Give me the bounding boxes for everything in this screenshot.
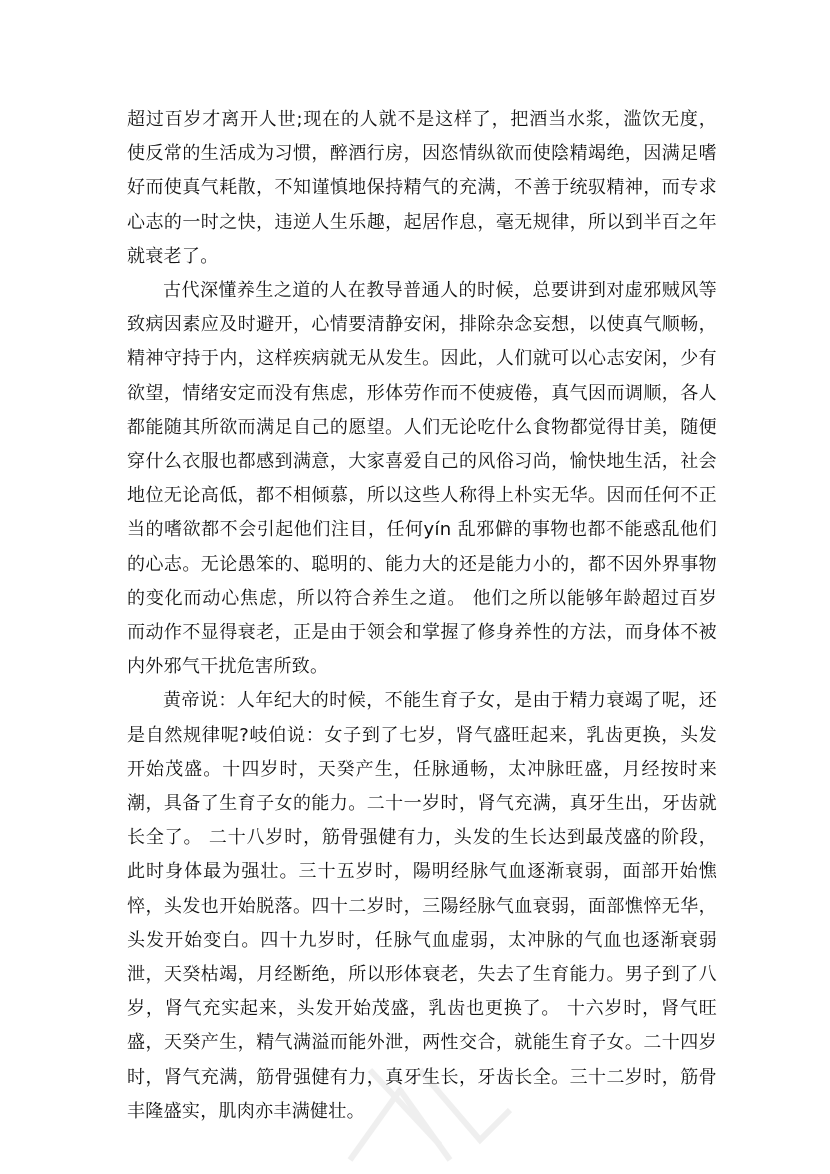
paragraph-3: 黄帝说：人年纪大的时候，不能生育子女，是由于精力衰竭了呢，还是自然规律呢?岐伯说：女子到了七岁，肾气盛旺起来，乳齿更换，头发开始茂盛。十四岁时，天癸产生，任脉通畅，太冲脉旺盛，月经按时来潮，具备了生育子女的能力。二十一岁时，肾气充满，真牙生出，牙齿就长全了。 二十八岁时，筋骨强健有力，头发的生长达到最茂盛的阶段，此时身体最为强壮。三十五岁时，陽明经脉气血逐渐衰弱，面部开始憔悴，头发也开始脱落。四十二岁时，三陽经脉气血衰弱，面部憔悴无华，头发开始变白。四十九岁时，任脉气血虚弱，太冲脉的气血也逐渐衰弱泄，天癸枯竭，月经断绝，所以形体衰老，失去了生育能力。男子到了八岁，肾气充实起来，头发开始茂盛，乳齿也更换了。 十六岁时，肾气旺盛，天癸产生，精气满溢而能外泄，两性交合，就能生育子女。二十四岁时，肾气充满，筋骨强健有力，真牙生长，牙齿长全。三十二岁时，筋骨丰隆盛实，肌肉亦丰满健壮。: [127, 690, 717, 1122]
document-body: [127, 103, 717, 1129]
paragraph-1: 超过百岁才离开人世;现在的人就不是这样了，把酒当水浆，滥饮无度，使反常的生活成为习惯，醉酒行房，因恣情纵欲而使陰精竭绝，因满足嗜好而使真气耗散，不知谨慎地保持精气的充满，不善于统驭精神，而专求心志的一时之快，违逆人生乐趣，起居作息，毫无规律，所以到半百之年就衰老了。: [127, 109, 717, 267]
paragraph-2: 古代深懂养生之道的人在教导普通人的时候，总要讲到对虚邪贼风等致病因素应及时避开，心情要清静安闲，排除杂念妄想，以使真气顺畅，精神守持于内，这样疾病就无从发生。因此，人们就可以心志安闲，少有欲望，情绪安定而没有焦虑，形体劳作而不使疲倦，真气因而调顺，各人都能随其所欲而满足自己的愿望。人们无论吃什么食物都觉得甘美，随便穿什么衣服也都感到满意，大家喜爱自己的风俗习尚，愉快地生活，社会地位无论高低，都不相倾慕，所以这些人称得上朴实无华。因而任何不正当的嗜欲都不会引起他们注目，任何yín 乱邪僻的事物也都不能惑乱他们的心志。无论愚笨的、聪明的、能力大的还是能力小的，都不因外界事物的变化而动心焦虑，所以符合养生之道。 他们之所以能够年龄超过百岁而动作不显得衰老，正是由于领会和掌握了修身养性的方法，而身体不被内外邪气干扰危害所致。: [127, 280, 717, 678]
